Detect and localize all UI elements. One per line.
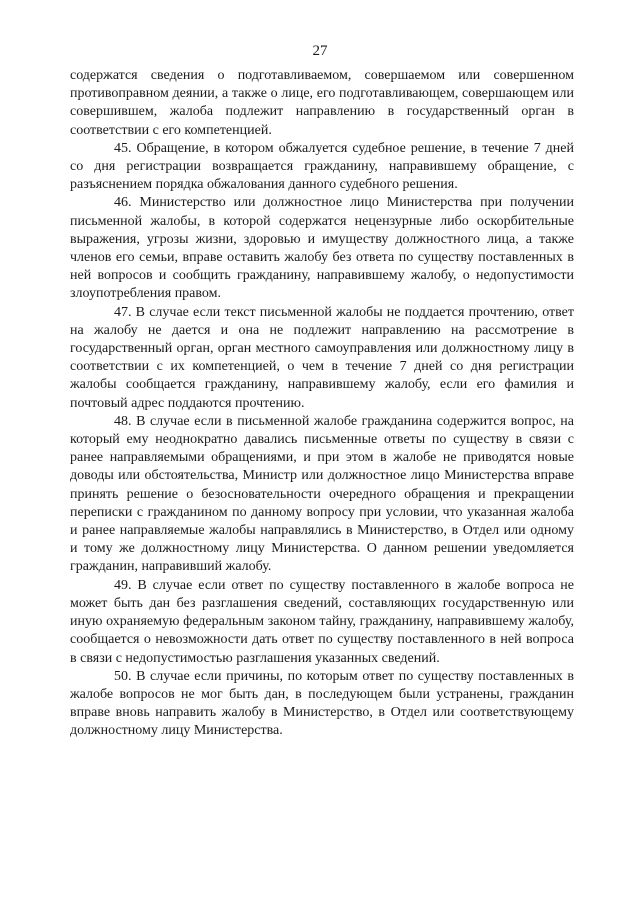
- paragraph-continuation: содержатся сведения о подготавливаемом, совершаемом или совершенном противоправном деянии, а также о лице, его подготавливающем, совершающем или совершившем, жалоба подлежит направлению в государственный орган в соответствии с его компетенцией.: [70, 68, 574, 138]
- paragraph-47: 47. В случае если текст письменной жалобы не поддается прочтению, ответ на жалобу не дается и она не подлежит направлению на рассмотрение в государственный орган, орган местного самоуправления или должностному лицу в соответствии с их компетенцией, о чем в течение 7 дней со дня регистрации жалобы сообщается гражданину, направившему жалобу, если его фамилия и почтовый адрес поддаются прочтению.: [70, 304, 574, 411]
- paragraph-49: 49. В случае если ответ по существу поставленного в жалобе вопроса не может быть дан без разглашения сведений, составляющих государственную или иную охраняемую федеральным законом тайну, гражданину, направившему жалобу, сообщается о невозможности дать ответ по существу поставленного в ней вопроса в связи с недопустимостью разглашения указанных сведений.: [70, 577, 574, 666]
- paragraph-46: 46. Министерство или должностное лицо Министерства при получении письменной жалобы, в которой содержатся нецензурные либо оскорбительные выражения, угрозы жизни, здоровью и имуществу должностного лица, а также членов его семьи, вправе оставить жалобу без ответа по существу поставленных в ней вопросов и сообщить гражданину, направившему жалобу, о недопустимости злоупотребления правом.: [70, 195, 574, 302]
- paragraph-45: 45. Обращение, в котором обжалуется судебное решение, в течение 7 дней со дня регистрации возвращается гражданину, направившему обращение, с разъяснением порядка обжалования данного судебного решения.: [70, 140, 574, 193]
- paragraph-50: 50. В случае если причины, по которым ответ по существу поставленных в жалобе вопросов не мог быть дан, в последующем были устранены, гражданин вправе вновь направить жалобу в Министерство, в Отдел или соответствующему должностному лицу Министерства.: [70, 668, 574, 739]
- document-body: [70, 67, 574, 741]
- page-number: 27: [312, 43, 328, 59]
- paragraph-48: 48. В случае если в письменной жалобе гражданина содержится вопрос, на который ему неоднократно давались письменные ответы по существу в связи с ранее направляемыми обращениями, и при этом в жалобе не приводятся новые доводы или обстоятельства, Министр или должностное лицо Министерства вправе принять решение о безосновательности очередного обращения и прекращении переписки с гражданином по данному вопросу при условии, что указанная жалоба и ранее направляемые жалобы направлялись в Министерство, в Отдел или одному и тому же должностному лицу Министерства. О данном решении уведомляется гражданин, направивший жалобу.: [70, 413, 574, 575]
